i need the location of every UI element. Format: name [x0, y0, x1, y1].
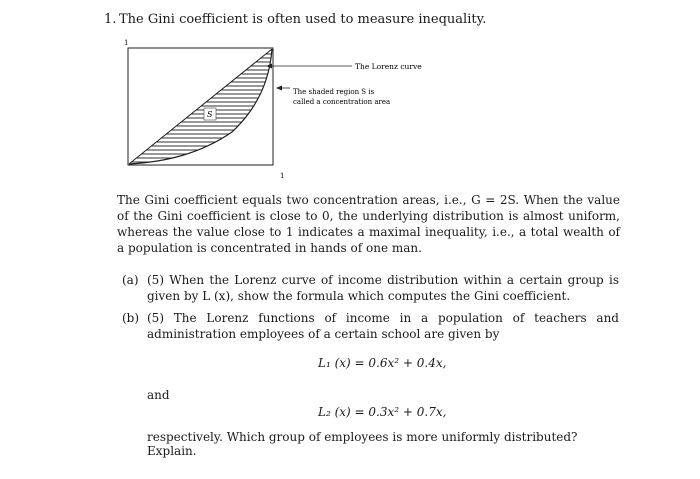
gini-paragraph: The Gini coefficient equals two concentration areas, i.e., G = 2S. When the value of the Gini coefficient is close to 0, the underlying distribution is almost uniform, whereas the value close to 1 indicates a maximal inequality, i.e., a total wealth of a population is concentrated in hands of one man. [117, 193, 620, 255]
shaded-label-line1: The shaded region S is [293, 88, 375, 96]
question-title: The Gini coefficient is often used to measure inequality. [119, 12, 487, 27]
lorenz-label: The Lorenz curve [355, 62, 422, 71]
question-number: 1. [104, 12, 117, 27]
and-text: and [147, 388, 170, 402]
lorenz-diagram [120, 36, 440, 186]
part-b-label: (b) [122, 311, 140, 325]
equation-l1: L₁ (x) = 0.6x² + 0.4x, [318, 356, 447, 370]
lorenz-figure [120, 36, 440, 186]
axis-label-right: 1 [280, 172, 285, 180]
axis-label-top: 1 [124, 39, 129, 47]
equation-l2: L₂ (x) = 0.3x² + 0.7x, [318, 405, 447, 419]
shaded-arrowhead [276, 86, 282, 91]
part-a-label: (a) [122, 273, 139, 287]
region-label: S [207, 110, 213, 119]
part-b-text: (5) The Lorenz functions of income in a population of teachers and administration employees of a certain school are given by [147, 311, 619, 341]
part-a-text: (5) When the Lorenz curve of income distribution within a certain group is given by L (x), show the formula which computes the Gini coefficient. [147, 273, 619, 303]
shaded-label-line2: called a concentration area [293, 98, 391, 106]
closing-question: respectively. Which group of employees is more uniformly distributed? Explain. [147, 430, 578, 458]
